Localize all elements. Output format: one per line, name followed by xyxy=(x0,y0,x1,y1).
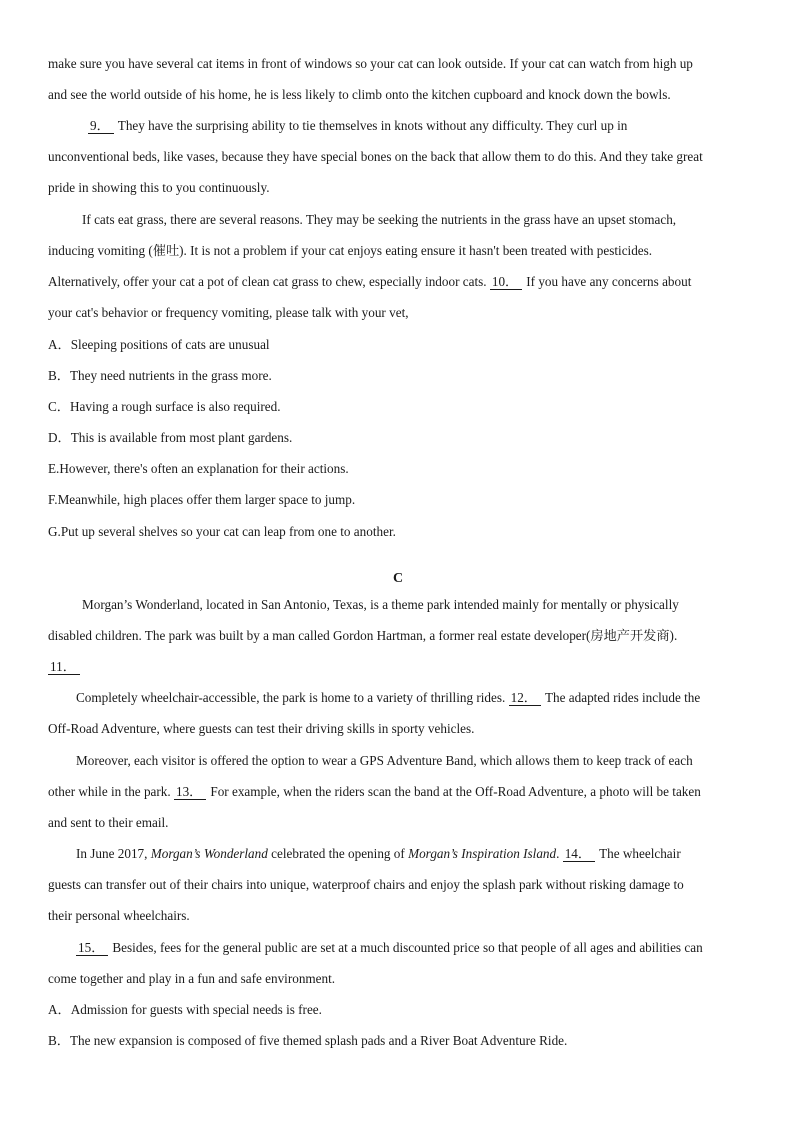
paragraph-line: come together and play in a fun and safe environment. xyxy=(48,971,336,986)
paragraph-line: your cat's behavior or frequency vomiting, please talk with your vet, xyxy=(48,305,409,320)
answer-blank-12[interactable]: 12． xyxy=(509,690,541,706)
paragraph-line: In June 2017, Morgan’s Wonderland celebrated the opening of Morgan’s Inspiration Island. 14． The wheelchair xyxy=(76,846,681,861)
paragraph-line: If cats eat grass, there are several reasons. They may be seeking the nutrients in the grass have an upset stomach, xyxy=(82,212,677,227)
option-b: B．They need nutrients in the grass more. xyxy=(48,368,272,383)
paragraph-line: other while in the park. 13． For example, when the riders scan the band at the Off-Road Adventure, a photo will be taken xyxy=(48,784,701,799)
paragraph-line: 9． They have the surprising ability to tie themselves in knots without any difficulty. They curl up in xyxy=(90,118,628,133)
paragraph-line: their personal wheelchairs. xyxy=(48,908,190,923)
answer-blank-13[interactable]: 13． xyxy=(174,784,206,800)
paragraph-line: make sure you have several cat items in front of windows so your cat can look outside. If your cat can watch from high up xyxy=(48,56,693,71)
option-f: F.Meanwhile, high places offer them larger space to jump. xyxy=(48,492,356,507)
answer-blank-10[interactable]: 10． xyxy=(490,274,522,290)
answer-blank-15[interactable]: 15． xyxy=(76,940,108,956)
paragraph-line: Completely wheelchair-accessible, the park is home to a variety of thrilling rides. 12． The adapted rides include the xyxy=(76,690,701,705)
option-g: G.Put up several shelves so your cat can leap from one to another. xyxy=(48,524,396,539)
paragraph-line: disabled children. The park was built by a man called Gordon Hartman, a former real estate developer(房地产开发商). xyxy=(48,628,678,643)
answer-blank-11[interactable]: 11． xyxy=(48,659,80,675)
paragraph-line xyxy=(48,651,84,682)
answer-blank-9[interactable]: 9． xyxy=(88,118,114,134)
answer-blank-14[interactable]: 14． xyxy=(563,846,595,862)
option-e: E.However, there's often an explanation for their actions. xyxy=(48,461,349,476)
paragraph-line: inducing vomiting (催吐). It is not a problem if your cat enjoys eating ensure it hasn't been treated with pesticides. xyxy=(48,243,653,258)
option-d: D．This is available from most plant gardens. xyxy=(48,430,293,445)
option-c: C．Having a rough surface is also required. xyxy=(48,399,281,414)
paragraph-line: pride in showing this to you continuously. xyxy=(48,180,270,195)
paragraph-line: guests can transfer out of their chairs into unique, waterproof chairs and enjoy the splash park without risking damage to xyxy=(48,877,684,892)
paragraph-line: Off-Road Adventure, where guests can test their driving skills in sporty vehicles. xyxy=(48,721,475,736)
paragraph-line: Alternatively, offer your cat a pot of clean cat grass to chew, especially indoor cats. 10． If you have any concerns about xyxy=(48,274,692,289)
section-title: C xyxy=(392,571,404,586)
paragraph-line: and see the world outside of his home, he is less likely to climb onto the kitchen cupboard and knock down the bowls. xyxy=(48,87,671,102)
option-a: A．Admission for guests with special needs is free. xyxy=(48,1002,322,1017)
paragraph-line: Moreover, each visitor is offered the option to wear a GPS Adventure Band, which allows them to keep track of each xyxy=(76,753,693,768)
paragraph-line: 15． Besides, fees for the general public are set at a much discounted price so that people of all ages and abilities can xyxy=(78,940,703,955)
paragraph-line: and sent to their email. xyxy=(48,815,169,830)
option-b: B．The new expansion is composed of five themed splash pads and a River Boat Adventure Ride. xyxy=(48,1033,568,1048)
option-a: A．Sleeping positions of cats are unusual xyxy=(48,337,270,352)
paragraph-line: Morgan’s Wonderland, located in San Antonio, Texas, is a theme park intended mainly for mentally or physically xyxy=(82,597,679,612)
paragraph-line: unconventional beds, like vases, because they have special bones on the back that allow them to do this. And they take great xyxy=(48,149,703,164)
